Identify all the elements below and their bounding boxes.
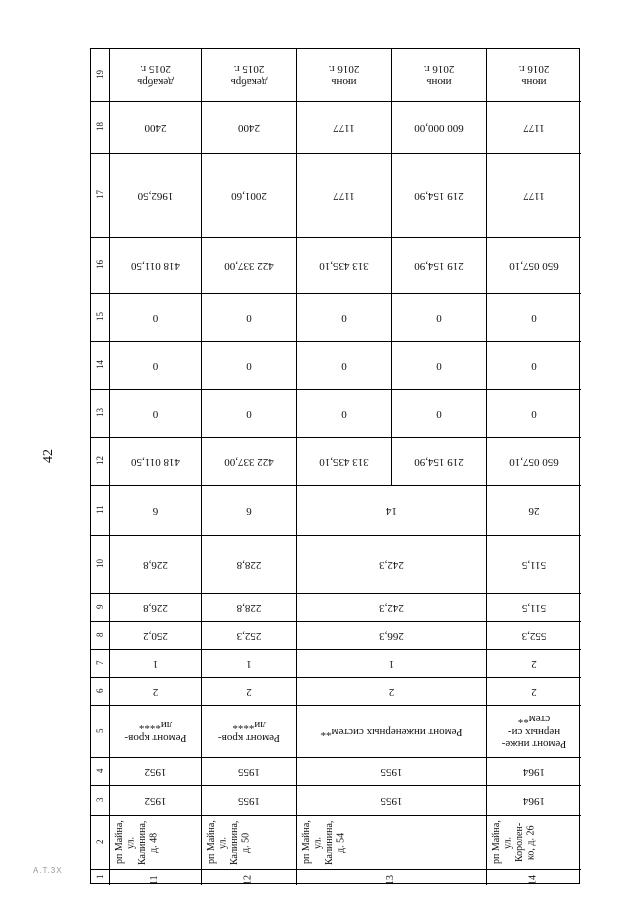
row-11-field-10: 226,8 [143, 558, 168, 571]
row-13-part-1-field-19: июнь 2016 г. [328, 63, 360, 89]
row-11-field-3: 1952 [144, 794, 167, 807]
column-number-10: 10 [94, 559, 105, 569]
row-13-part-2-field-13: 0 [436, 407, 442, 420]
row-12-field-2: рп Майна, ул. Калинина, д. 50 [206, 820, 252, 865]
column-number-18: 18 [94, 122, 105, 132]
row-11-field-4: 1952 [144, 765, 167, 778]
row-14-field-19: июнь 2016 г. [518, 63, 550, 89]
row-14-field-5: Ремонт инже- нерных си- стем** [501, 713, 567, 751]
row-11-field-7: 1 [152, 657, 159, 670]
row-12-field-12: 422 337,00 [224, 455, 274, 468]
column-number-6: 6 [94, 688, 105, 694]
row-12-field-8: 252,3 [236, 629, 262, 642]
column-number-7: 7 [94, 660, 105, 666]
row-13-field-3: 1955 [380, 794, 403, 807]
row-12-field-1: 12 [242, 875, 254, 885]
row-11-field-13: 0 [152, 407, 159, 420]
row-12-field-11: 6 [246, 504, 252, 517]
row-11-field-14: 0 [152, 359, 159, 372]
row-13-part-2-field-12: 219 154,90 [414, 455, 464, 468]
column-number-4: 4 [94, 768, 105, 774]
row-14-field-14: 0 [531, 359, 537, 372]
row-13-part-1-field-15: 0 [341, 311, 347, 324]
row-14-field-6: 2 [531, 685, 537, 698]
row-12-field-14: 0 [246, 359, 252, 372]
row-13-field-2: рп Майна, ул. Калинина, д. 54 [301, 820, 347, 865]
row-13-field-1: 13 [384, 875, 396, 885]
row-12-field-9: 228,8 [236, 601, 262, 614]
row-14-field-11: 26 [528, 504, 540, 517]
row-14-field-9: 511,5 [521, 601, 547, 614]
row-13-part-1-field-14: 0 [341, 359, 347, 372]
row-12-field-3: 1955 [238, 794, 260, 807]
column-number-19: 19 [94, 70, 105, 80]
row-12-field-16: 422 337,00 [224, 259, 274, 272]
column-number-15: 15 [94, 312, 105, 322]
row-13-part-1-field-16: 313 435,10 [319, 259, 369, 272]
row-13-field-8: 266,3 [379, 629, 404, 642]
column-number-11: 11 [94, 505, 105, 515]
row-14-field-7: 2 [531, 657, 537, 670]
row-13-field-7: 1 [388, 657, 395, 670]
rotated-data-table [90, 48, 580, 884]
row-13-field-11: 14 [386, 504, 397, 517]
row-12-field-19: декабрь 2015 г. [230, 63, 268, 89]
column-number-16: 16 [94, 260, 105, 270]
row-14-field-15: 0 [531, 311, 537, 324]
row-13-part-2-field-16: 219 154,90 [414, 259, 464, 272]
row-14-field-16: 650 057,10 [509, 259, 559, 272]
row-12-field-18: 2400 [238, 121, 260, 134]
row-11-field-9: 226,8 [143, 601, 168, 614]
row-14-field-12: 650 057,10 [509, 455, 559, 468]
row-11-field-6: 2 [152, 685, 159, 698]
row-11-field-17: 1962,50 [137, 189, 174, 202]
row-11-field-2: рп Майна, ул. Калинина, д. 48 [114, 820, 160, 865]
row-13-part-1-field-17: 1177 [333, 189, 355, 202]
column-number-12: 12 [94, 456, 105, 466]
row-13-field-9: 242,3 [379, 601, 404, 614]
row-13-field-4: 1955 [380, 765, 403, 778]
row-13-part-2-field-18: 600 000,00 [414, 121, 464, 134]
column-number-2: 2 [94, 839, 105, 845]
row-12-field-13: 0 [246, 407, 252, 420]
row-11-field-15: 0 [152, 311, 159, 324]
row-11-field-5: Ремонт кров- ли**** [124, 719, 187, 745]
row-14-field-10: 511,5 [521, 558, 547, 571]
row-13-field-5: Ремонт инженерных систем** [320, 725, 463, 738]
column-number-9: 9 [94, 604, 105, 610]
row-11-field-12: 418 011,50 [130, 455, 181, 468]
column-number-1: 1 [94, 874, 105, 880]
row-13-field-10: 242,3 [379, 558, 404, 571]
row-12-field-15: 0 [246, 311, 252, 324]
row-11-field-8: 250,2 [143, 629, 168, 642]
page-stamp: A.T.3X [33, 866, 63, 875]
column-number-3: 3 [94, 797, 105, 803]
column-number-5: 5 [94, 728, 105, 734]
column-number-8: 8 [94, 632, 105, 638]
row-14-field-2: рп Майна, ул. Королен- ко, д. 26 [491, 820, 537, 865]
row-13-part-1-field-18: 1177 [333, 121, 355, 134]
row-13-part-2-field-17: 219 154,90 [414, 189, 464, 202]
row-13-part-1-field-12: 313 435,10 [319, 455, 369, 468]
row-14-field-1: 14 [527, 875, 539, 885]
row-14-field-4: 1964 [523, 765, 545, 778]
row-13-part-1-field-13: 0 [341, 407, 347, 420]
row-11-field-1: 11 [148, 875, 160, 885]
row-14-field-3: 1964 [523, 794, 545, 807]
row-11-field-11: 6 [152, 504, 159, 517]
row-13-part-2-field-15: 0 [436, 311, 442, 324]
page-number: 42 [41, 449, 56, 463]
column-number-17: 17 [94, 190, 105, 200]
row-12-field-7: 1 [246, 657, 252, 670]
column-number-14: 14 [94, 360, 105, 370]
row-11-field-18: 2400 [144, 121, 167, 134]
row-13-part-2-field-14: 0 [436, 359, 442, 372]
row-12-field-6: 2 [246, 685, 252, 698]
row-13-field-6: 2 [388, 685, 395, 698]
row-13-part-2-field-19: июнь 2016 г. [423, 63, 455, 89]
row-14-field-13: 0 [531, 407, 537, 420]
row-11-field-16: 418 011,50 [130, 259, 181, 272]
row-12-field-5: Ремонт кров- ли**** [218, 719, 280, 745]
row-12-field-4: 1955 [238, 765, 260, 778]
row-12-field-10: 228,8 [236, 558, 262, 571]
row-14-field-18: 1177 [523, 121, 545, 134]
row-12-field-17: 2001,60 [231, 189, 267, 202]
row-14-field-17: 1177 [523, 189, 545, 202]
row-14-field-8: 552,3 [521, 629, 547, 642]
row-11-field-19: декабрь 2015 г. [137, 63, 174, 89]
column-number-13: 13 [94, 408, 105, 418]
